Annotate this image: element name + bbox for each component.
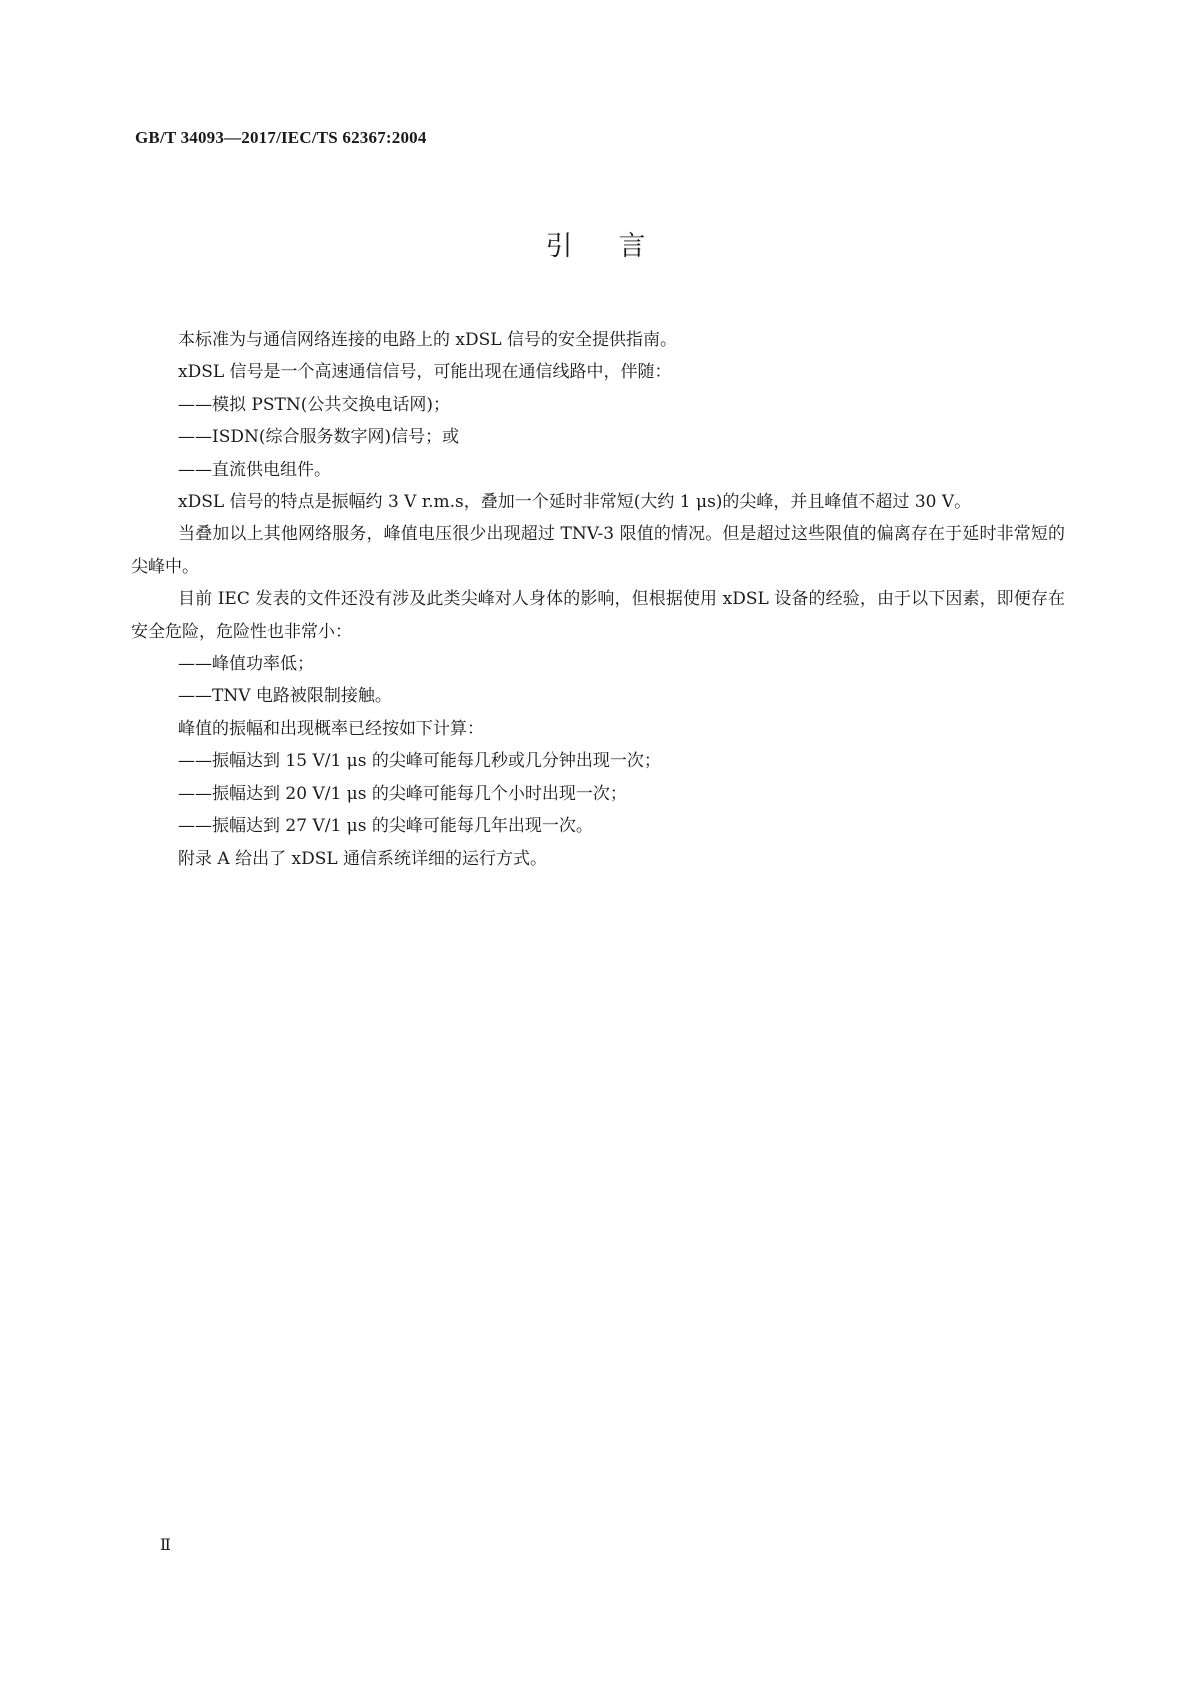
paragraph-scope: 本标准为与通信网络连接的电路上的 xDSL 信号的安全提供指南。 [178,330,677,350]
list-item: ——峰值功率低； [178,654,314,675]
list-item: ——模拟 PSTN(公共交换电话网)； [178,394,450,415]
list-item: ——直流供电组件。 [178,459,331,480]
paragraph-xdsl-definition: xDSL 信号是一个高速通信信号，可能出现在通信线路中，伴随： [178,362,672,383]
body-text [131,324,1065,875]
list-item: ——ISDN(综合服务数字网)信号；或 [178,427,460,448]
standard-number: GB/T 34093—2017/IEC/TS 62367:2004 [135,128,427,147]
list-item: ——振幅达到 20 V/1 μs 的尖峰可能每几个小时出现一次； [178,783,627,804]
paragraph-annex-reference: 附录 A 给出了 xDSL 通信系统详细的运行方式。 [178,848,548,869]
list-item: ——TNV 电路被限制接触。 [178,686,392,707]
list-item: ——振幅达到 27 V/1 μs 的尖峰可能每几年出现一次。 [178,816,593,837]
paragraph-peak-probability: 峰值的振幅和出现概率已经按如下计算： [178,718,484,739]
list-item: ——振幅达到 15 V/1 μs 的尖峰可能每几秒或几分钟出现一次； [178,751,661,772]
paragraph-xdsl-characteristics: xDSL 信号的特点是振幅约 3 V r.m.s，叠加一个延时非常短(大约 1 μs)的尖峰，并且峰值不超过 30 V。 [178,492,972,513]
page-number: Ⅱ [160,1537,171,1554]
page-title: 引言 [545,231,692,262]
paragraph-iec-experience: 目前 IEC 发表的文件还没有涉及此类尖峰对人身体的影响，但根据使用 xDSL 设备的经验，由于以下因素，即便存在安全危险，危险性也非常小： [131,589,1065,642]
paragraph-peak-voltage: 当叠加以上其他网络服务，峰值电压很少出现超过 TNV-3 限值的情况。但是超过这些限值的偏离存在于延时非常短的尖峰中。 [131,524,1065,577]
